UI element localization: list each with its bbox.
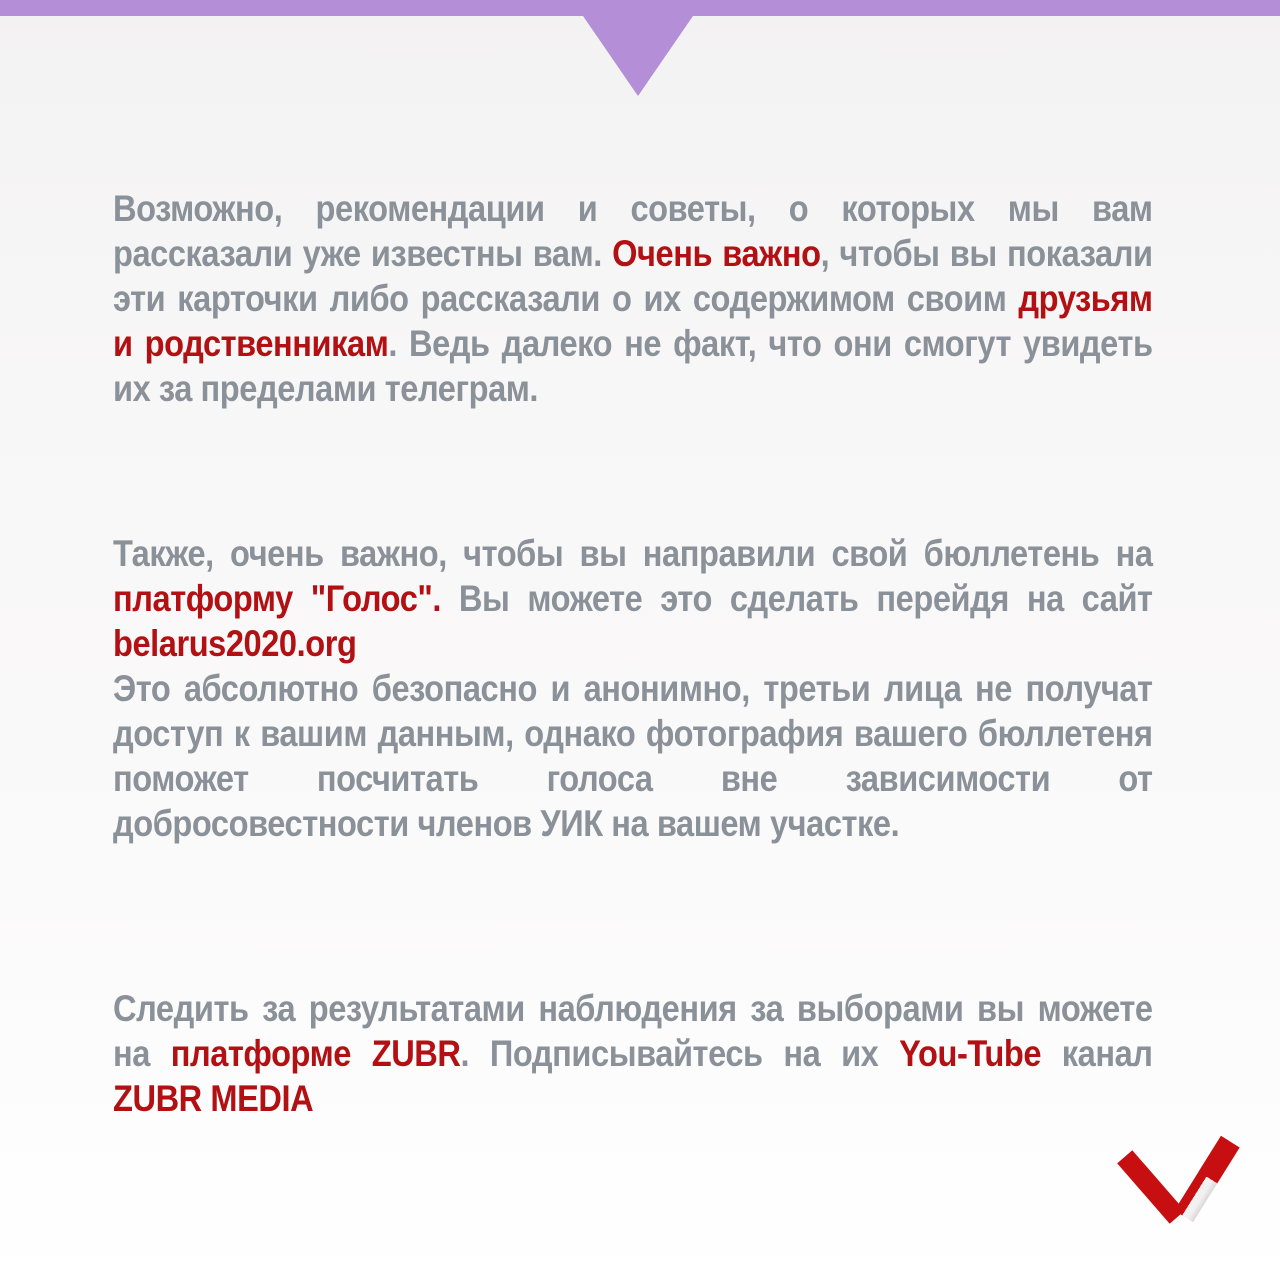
text-segment-gray: канал bbox=[1041, 1033, 1153, 1074]
paragraph-share-recommendations bbox=[113, 186, 1153, 411]
checkmark-left-stroke bbox=[1117, 1150, 1185, 1223]
paragraph-zubr-platform bbox=[113, 986, 1153, 1121]
text-segment-gray: Следить за результатами наблюдения за выборами вы можете на bbox=[113, 988, 1153, 1074]
text-segment-red: ZUBR MEDIA bbox=[113, 1078, 314, 1119]
paragraph-golos-platform bbox=[113, 531, 1153, 846]
top-purple-bar bbox=[0, 0, 1280, 16]
checkmark-right-stroke bbox=[1174, 1136, 1239, 1222]
checkmark-logo-icon bbox=[1112, 1135, 1242, 1245]
text-segment-gray: Вы можете это сделать перейдя на сайт bbox=[441, 578, 1153, 619]
down-arrow-pointer-icon bbox=[583, 16, 693, 96]
text-segment-gray: Это абсолютно безопасно и анонимно, третьи лица не получат доступ к вашим данным, однако фотография вашего бюллетеня поможет посчитать голоса вне зависимости от добросовестности членов УИК на вашем участке. bbox=[113, 668, 1153, 844]
text-segment-gray: , чтобы вы показали эти карточки либо рассказали о их содержимом своим bbox=[113, 233, 1153, 319]
text-segment-red: друзьям и родственникам bbox=[113, 278, 1153, 364]
text-segment-gray: Также, очень важно, чтобы вы направили свой бюллетень на bbox=[113, 533, 1153, 574]
text-segment-gray: . Подписывайтесь на их bbox=[460, 1033, 900, 1074]
text-segment-red: belarus2020.org bbox=[113, 623, 357, 664]
text-segment-red: платформе ZUBR bbox=[170, 1033, 461, 1074]
text-segment-gray: Возможно, рекомендации и советы, о которых мы вам рассказали уже известны вам. bbox=[113, 188, 1153, 274]
text-segment-gray: . Ведь далеко не факт, что они смогут увидеть их за пределами телеграм. bbox=[113, 323, 1153, 409]
text-segment-red: платформу "Голос". bbox=[113, 578, 442, 619]
text-segment-red: You-Tube bbox=[899, 1033, 1042, 1074]
text-segment-red: Очень важно bbox=[612, 233, 821, 274]
